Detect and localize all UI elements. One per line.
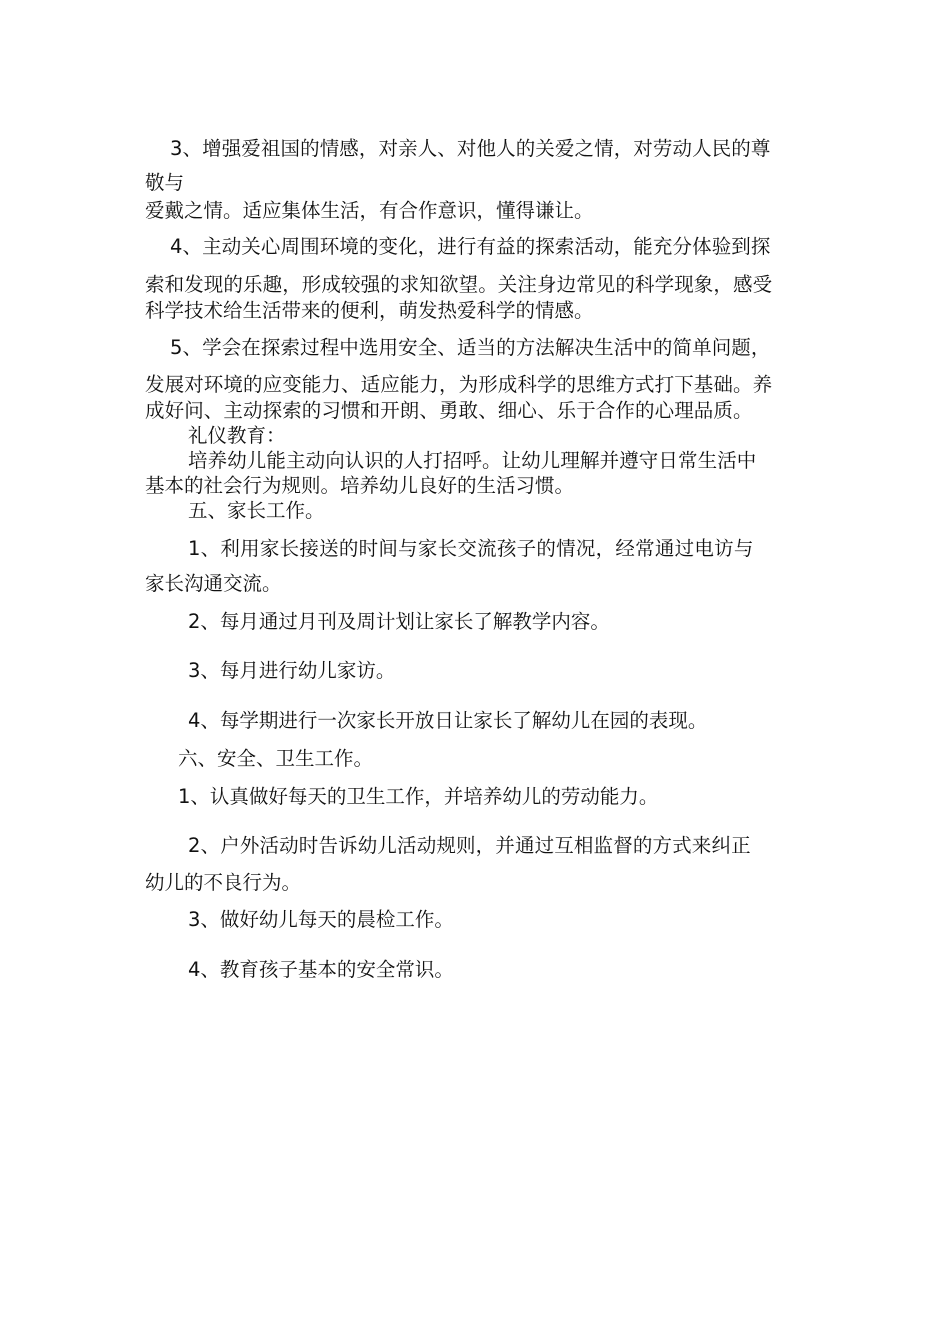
goal-4-line-1: 4、主动关心周围环境的变化，进行有益的探索活动，能充分体验到探 xyxy=(170,235,771,258)
etiquette-heading: 礼仪教育： xyxy=(188,424,286,447)
etiquette-line-1: 培养幼儿能主动向认识的人打招呼。让幼儿理解并遵守日常生活中 xyxy=(188,449,757,472)
etiquette-line-2: 基本的社会行为规则。培养幼儿良好的生活习惯。 xyxy=(145,474,575,497)
goal-5-line-1: 5、学会在探索过程中选用安全、适当的方法解决生活中的简单问题， xyxy=(170,336,771,359)
parent-work-2: 2、每月通过月刊及周计划让家长了解教学内容。 xyxy=(188,610,610,633)
section-6-heading: 六、安全、卫生工作。 xyxy=(178,747,374,770)
safety-work-2-line-2: 幼儿的不良行为。 xyxy=(145,871,302,894)
goal-5-line-3: 成好问、主动探索的习惯和开朗、勇敢、细心、乐于合作的心理品质。 xyxy=(145,399,753,422)
parent-work-1-line-2: 家长沟通交流。 xyxy=(145,572,282,595)
goal-3-line-1: 3、增强爱祖国的情感，对亲人、对他人的关爱之情，对劳动人民的尊 xyxy=(170,137,771,160)
section-5-heading: 五、家长工作。 xyxy=(188,499,325,522)
safety-work-3: 3、做好幼儿每天的晨检工作。 xyxy=(188,908,454,931)
goal-5-line-2: 发展对环境的应变能力、适应能力，为形成科学的思维方式打下基础。养 xyxy=(145,373,773,396)
goal-3-line-3: 爱戴之情。适应集体生活，有合作意识，懂得谦让。 xyxy=(145,199,594,222)
safety-work-2-line-1: 2、户外活动时告诉幼儿活动规则，并通过互相监督的方式来纠正 xyxy=(188,834,751,857)
safety-work-1: 1、认真做好每天的卫生工作，并培养幼儿的劳动能力。 xyxy=(178,785,659,808)
goal-3-line-2: 敬与 xyxy=(145,171,185,194)
parent-work-4: 4、每学期进行一次家长开放日让家长了解幼儿在园的表现。 xyxy=(188,709,708,732)
goal-4-line-3: 科学技术给生活带来的便利，萌发热爱科学的情感。 xyxy=(145,299,594,322)
parent-work-3: 3、每月进行幼儿家访。 xyxy=(188,659,396,682)
goal-4-line-2: 索和发现的乐趣，形成较强的求知欲望。关注身边常见的科学现象，感受 xyxy=(145,273,773,296)
safety-work-4: 4、教育孩子基本的安全常识。 xyxy=(188,958,454,981)
parent-work-1-line-1: 1、利用家长接送的时间与家长交流孩子的情况，经常通过电访与 xyxy=(188,537,754,560)
